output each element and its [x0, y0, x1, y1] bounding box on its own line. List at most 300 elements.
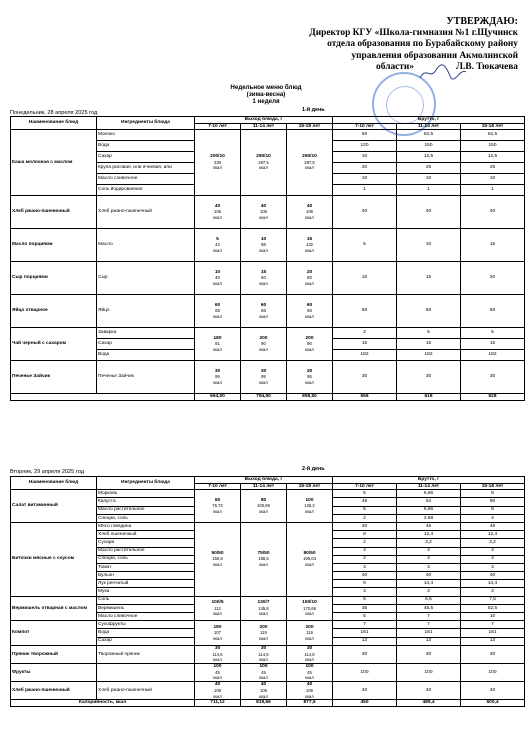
- gross-cell: 7: [397, 613, 461, 621]
- output-cell: [287, 645, 333, 663]
- kcal-value: 44: [215, 242, 220, 248]
- kcal-value: 95: [307, 374, 312, 380]
- gross-cell: 60: [397, 295, 461, 328]
- ingredient-name: Масло растительное: [97, 506, 195, 514]
- output-cell: [195, 621, 241, 646]
- dish-name: Хлеб ржано-пшеничный: [11, 196, 97, 229]
- kcal-value: 112: [214, 605, 221, 611]
- output-value: 250/10: [302, 154, 317, 160]
- approval-line: отдела образования по Бурабайскому району: [327, 39, 518, 50]
- ingredient-name: Хлеб ржано-пшеничный: [97, 682, 195, 700]
- total-cell: 794,50: [241, 394, 287, 401]
- ingredient-name: Сухофрукты: [97, 621, 195, 629]
- total-label: Калорийность, ккал: [11, 700, 195, 707]
- gross-cell: 1: [333, 185, 397, 196]
- kcal-value: 60: [261, 275, 266, 281]
- signer-name: Л.В. Тюкачева: [456, 62, 518, 73]
- ingredient-name: Специи, соль: [97, 514, 195, 522]
- gross-cell: 45: [397, 522, 461, 530]
- output-value: 5: [216, 236, 219, 242]
- gross-cell: 3: [397, 588, 461, 596]
- gross-cell: 15: [333, 339, 397, 350]
- kcal-value: 40: [215, 275, 220, 281]
- output-value: 180: [213, 335, 222, 341]
- age-header: 11-14 лет: [241, 123, 287, 130]
- dish-name: Сыр порциями: [11, 262, 97, 295]
- gross-cell: 100: [333, 663, 397, 681]
- output-cell: [241, 663, 287, 681]
- kcal-unit: ккал: [305, 313, 314, 319]
- gross-cell: 60: [461, 295, 525, 328]
- gross-cell: 20: [333, 163, 397, 174]
- kcal-unit: ккал: [213, 346, 222, 352]
- day2-date: Вторник, 29 апреля 2025 год: [10, 469, 85, 475]
- ingredient-name: Заварка: [97, 328, 195, 339]
- gross-cell: 48: [333, 498, 397, 506]
- kcal-unit: ккал: [259, 693, 268, 699]
- dish-name: Компот: [11, 621, 97, 646]
- gross-cell: 150: [397, 141, 461, 152]
- output-value: 100: [213, 664, 222, 670]
- gross-cell: 12,5: [397, 152, 461, 163]
- day1-label: 1-й день: [302, 107, 325, 113]
- gross-cell: 181: [397, 629, 461, 637]
- total-cell: 664,00: [195, 394, 241, 401]
- output-value: 150/10: [302, 600, 317, 606]
- gross-cell: 5: [333, 596, 397, 604]
- ingredient-name: Хлеб пшеничный: [97, 531, 195, 539]
- kcal-unit: ккал: [259, 280, 268, 286]
- gross-cell: 60: [333, 295, 397, 328]
- kcal-unit: ккал: [305, 508, 314, 514]
- output-value: 100: [259, 664, 268, 670]
- output-value: 40: [260, 682, 267, 688]
- output-value: 60: [260, 302, 267, 308]
- gross-cell: 12,4: [461, 531, 525, 539]
- kcal-unit: ккал: [305, 611, 314, 617]
- ingredients-header: Ингредиенты блюда: [97, 117, 195, 130]
- output-cell: [287, 596, 333, 621]
- output-cell: [195, 663, 241, 681]
- kcal-unit: ккал: [305, 379, 314, 385]
- output-value: 100/5: [211, 600, 224, 606]
- gross-cell: 10: [461, 613, 525, 621]
- output-value: 200: [259, 624, 268, 630]
- kcal-unit: ккал: [259, 657, 268, 663]
- gross-cell: 6,66: [397, 506, 461, 514]
- ingredient-name: Сахар: [97, 339, 195, 350]
- output-cell: [241, 682, 287, 700]
- dish-name: Фрукты: [11, 663, 97, 681]
- total-cell: 450: [333, 700, 397, 707]
- dish-name: Салат витаминный: [11, 490, 97, 523]
- menu-title-line: 1 неделя: [252, 98, 280, 105]
- age-header: 7-10 лет: [333, 483, 397, 490]
- output-value: 200: [305, 624, 314, 630]
- output-value: 40: [306, 682, 313, 688]
- gross-cell: 40: [333, 572, 397, 580]
- gross-cell: 40: [461, 572, 525, 580]
- table-row: [11, 682, 525, 700]
- kcal-unit: ккал: [305, 165, 314, 171]
- approval-title: УТВЕРЖДАЮ:: [446, 16, 518, 27]
- approval-line: Директор КГУ «Школа-гимназия №1 г.Щучинск: [309, 27, 518, 38]
- output-value: 60: [214, 497, 221, 503]
- kcal-unit: ккал: [259, 508, 268, 514]
- output-cell: [195, 295, 241, 328]
- gross-cell: 182: [397, 350, 461, 361]
- kcal-unit: ккал: [259, 562, 268, 568]
- ingredient-name: Морковь: [97, 490, 195, 498]
- output-cell: [287, 361, 333, 394]
- dish-name: Печенье Зайчик: [11, 361, 97, 394]
- kcal-unit: ккал: [213, 635, 222, 641]
- gross-cell: 40: [397, 572, 461, 580]
- gross-cell: 3,2: [397, 539, 461, 547]
- output-cell: [241, 262, 287, 295]
- output-cell: [287, 621, 333, 646]
- output-value: 180: [213, 624, 222, 630]
- kcal-unit: ккал: [305, 657, 314, 663]
- ingredient-name: Специи, соль: [97, 555, 195, 563]
- kcal-value: 114,6: [212, 651, 223, 657]
- gross-cell: 100: [397, 663, 461, 681]
- total-cell: 618: [397, 394, 461, 401]
- total-label: [11, 394, 195, 401]
- kcal-unit: ккал: [259, 313, 268, 319]
- kcal-value: 45: [307, 669, 312, 675]
- ingredient-name: Вода: [97, 629, 195, 637]
- kcal-value: 119: [306, 630, 313, 636]
- table-row: [11, 522, 525, 530]
- gross-cell: 4: [461, 514, 525, 522]
- dish-name: Чай черный с сахаром: [11, 328, 97, 361]
- table-row: [11, 361, 525, 394]
- kcal-value: 188,5: [258, 556, 269, 562]
- gross-cell: 8: [461, 490, 525, 498]
- ingredient-name: Мука: [97, 588, 195, 596]
- output-cell: [287, 229, 333, 262]
- output-cell: [287, 295, 333, 328]
- output-value: 40: [260, 203, 267, 209]
- output-value: 20: [306, 269, 313, 275]
- ingredient-name: [97, 663, 195, 681]
- kcal-unit: ккал: [259, 635, 268, 641]
- gross-cell: 10: [461, 174, 525, 185]
- kcal-value: 68: [261, 308, 266, 314]
- output-cell: [241, 621, 287, 646]
- gross-cell: 12: [333, 637, 397, 645]
- gross-cell: 161: [333, 629, 397, 637]
- ingredient-name: Крупа рисовая, или ячневая, или: [97, 163, 195, 174]
- table-row: [11, 596, 525, 604]
- ingredient-name: Сухари: [97, 539, 195, 547]
- kcal-unit: ккал: [213, 611, 222, 617]
- gross-cell: 3: [333, 563, 397, 571]
- ingredient-name: Сыр: [97, 262, 195, 295]
- output-cell: [287, 196, 333, 229]
- kcal-value: 114,6: [304, 651, 315, 657]
- gross-cell: 30: [461, 645, 525, 663]
- gross-cell: 40: [333, 196, 397, 229]
- gross-cell: 7: [333, 621, 397, 629]
- age-header: 11-14 лет: [397, 483, 461, 490]
- ingredient-name: Капуста: [97, 498, 195, 506]
- kcal-unit: ккал: [213, 214, 222, 220]
- gross-cell: 40: [397, 196, 461, 229]
- gross-cell: 182: [461, 350, 525, 361]
- ingredient-name: Вода: [97, 141, 195, 152]
- output-cell: [241, 196, 287, 229]
- output-cell: [241, 328, 287, 361]
- gross-cell: 6,66: [397, 490, 461, 498]
- output-cell: [195, 682, 241, 700]
- ingredient-name: Масло растительное: [97, 547, 195, 555]
- output-cell: [287, 490, 333, 523]
- gross-cell: 30: [333, 645, 397, 663]
- kcal-value: 287,5: [304, 159, 315, 165]
- output-cell: [287, 130, 333, 196]
- approval-block: [248, 16, 518, 74]
- gross-cell: 62,5: [397, 130, 461, 141]
- output-cell: [195, 596, 241, 621]
- output-value: 15: [306, 236, 313, 242]
- output-value: 30: [306, 645, 313, 651]
- gross-cell: 30: [333, 522, 397, 530]
- day1-table: [10, 116, 525, 401]
- kcal-unit: ккал: [305, 675, 314, 681]
- table-row: [11, 328, 525, 339]
- ingredient-name: Хлеб ржано-пшеничный: [97, 196, 195, 229]
- approval-line: области»: [376, 62, 414, 73]
- output-cell: [287, 328, 333, 361]
- output-cell: [195, 328, 241, 361]
- age-header: 7-10 лет: [333, 123, 397, 130]
- kcal-value: 287,5: [258, 159, 269, 165]
- output-cell: [241, 295, 287, 328]
- kcal-unit: ккал: [305, 562, 314, 568]
- gross-cell: 64: [397, 498, 461, 506]
- output-cell: [241, 645, 287, 663]
- gross-cell: 10: [333, 262, 397, 295]
- kcal-unit: ккал: [213, 165, 222, 171]
- gross-cell: 5: [461, 328, 525, 339]
- menu-title-line: (зима-весна): [246, 91, 286, 98]
- output-value: 100: [305, 497, 314, 503]
- gross-cell: 10: [397, 174, 461, 185]
- menu-title: [0, 84, 532, 105]
- gross-cell: 7: [461, 621, 525, 629]
- kcal-unit: ккал: [259, 247, 268, 253]
- signature-scribble: [418, 64, 468, 82]
- day2-table: [10, 476, 525, 707]
- output-value: 100: [305, 664, 314, 670]
- kcal-value: 68: [215, 308, 220, 314]
- output-value: 130/7: [257, 600, 270, 606]
- gross-cell: 3: [333, 547, 397, 555]
- output-cell: [287, 522, 333, 596]
- output-cell: [195, 229, 241, 262]
- kcal-value: 132: [306, 242, 313, 248]
- total-cell: 819,66: [241, 700, 287, 707]
- gross-cell: 30: [397, 645, 461, 663]
- table-row: [11, 262, 525, 295]
- dish-header: Наименование блюд: [11, 477, 97, 490]
- gross-cell: 30: [461, 361, 525, 394]
- ingredient-name: Лук репчатый: [97, 580, 195, 588]
- gross-cell: 2: [333, 514, 397, 522]
- kcal-unit: ккал: [305, 693, 314, 699]
- ingredient-name: Молоко: [97, 130, 195, 141]
- gross-cell: 14,4: [397, 580, 461, 588]
- gross-cell: 45,5: [397, 604, 461, 612]
- kcal-value: 81: [215, 341, 220, 347]
- ingredient-name: Печенье Зайчик: [97, 361, 195, 394]
- output-cell: [241, 596, 287, 621]
- gross-cell: 15: [397, 262, 461, 295]
- ingredient-name: Яйцо: [97, 295, 195, 328]
- kcal-unit: ккал: [305, 247, 314, 253]
- total-cell: 556: [333, 394, 397, 401]
- total-cell: 500,4: [461, 700, 525, 707]
- output-cell: [241, 130, 287, 196]
- output-value: 40: [214, 203, 221, 209]
- ingredient-name: Томат: [97, 563, 195, 571]
- output-cell: [241, 522, 287, 596]
- ingredient-name: Творожный пряник: [97, 645, 195, 663]
- kcal-value: 106: [214, 209, 221, 215]
- gross-cell: 14,4: [461, 580, 525, 588]
- total-cell: 489,4: [397, 700, 461, 707]
- table-row: [11, 196, 525, 229]
- output-value: 80/50: [303, 550, 316, 556]
- ingredients-header: Ингредиенты блюда: [97, 477, 195, 490]
- output-value: 30: [214, 645, 221, 651]
- total-cell: 628: [461, 394, 525, 401]
- ingredient-name: Бульон: [97, 572, 195, 580]
- kcal-value: 68: [307, 308, 312, 314]
- ingredient-name: Мясо говядина: [97, 522, 195, 530]
- output-value: 10: [214, 269, 221, 275]
- gross-cell: 181: [461, 629, 525, 637]
- total-cell: 858,50: [287, 394, 333, 401]
- gross-cell: 5: [333, 490, 397, 498]
- table-row: [11, 229, 525, 262]
- gross-cell: 20: [461, 262, 525, 295]
- age-header: 7-10 лет: [195, 483, 241, 490]
- signature-line: [248, 62, 518, 74]
- menu-title-line: Недельное меню блюд: [230, 84, 302, 91]
- gross-cell: 40: [397, 682, 461, 700]
- kcal-unit: ккал: [259, 611, 268, 617]
- ingredient-name: Соль йодированная: [97, 185, 195, 196]
- kcal-unit: ккал: [259, 379, 268, 385]
- kcal-value: 106: [306, 209, 313, 215]
- kcal-value: 80: [307, 275, 312, 281]
- output-cell: [195, 130, 241, 196]
- dish-name: Каша молочная с маслом: [11, 130, 97, 196]
- gross-cell: 1: [461, 185, 525, 196]
- kcal-unit: ккал: [305, 280, 314, 286]
- dish-name: Масло порциями: [11, 229, 97, 262]
- gross-cell: 12: [461, 637, 525, 645]
- gross-cell: 8: [333, 531, 397, 539]
- output-cell: [241, 490, 287, 523]
- ingredient-name: Вода: [97, 350, 195, 361]
- table-row: [11, 490, 525, 498]
- gross-cell: 1: [397, 185, 461, 196]
- output-cell: [195, 196, 241, 229]
- gross-cell: 10: [333, 152, 397, 163]
- output-cell: [287, 663, 333, 681]
- gross-cell: 15: [397, 339, 461, 350]
- kcal-unit: ккал: [213, 693, 222, 699]
- gross-cell: 3: [333, 588, 397, 596]
- dish-header: Наименование блюд: [11, 117, 97, 130]
- table-row: [11, 663, 525, 681]
- gross-cell: 8: [461, 506, 525, 514]
- output-cell: [287, 262, 333, 295]
- gross-cell: 25: [397, 163, 461, 174]
- age-header: 15-18 лет: [287, 483, 333, 490]
- kcal-unit: ккал: [259, 165, 268, 171]
- gross-cell: 182: [333, 350, 397, 361]
- kcal-unit: ккал: [213, 247, 222, 253]
- gross-cell: 3: [461, 547, 525, 555]
- output-value: 15: [260, 269, 267, 275]
- kcal-unit: ккал: [213, 280, 222, 286]
- output-cell: [241, 361, 287, 394]
- total-row: [11, 394, 525, 401]
- gross-cell: 5: [397, 328, 461, 339]
- kcal-value: 145,6: [258, 605, 269, 611]
- dish-name: Биточки мясные с соусом: [11, 522, 97, 596]
- output-value: 50/50: [211, 550, 224, 556]
- age-header: 11-14 лет: [241, 483, 287, 490]
- output-cell: [241, 229, 287, 262]
- gross-cell: 35: [333, 604, 397, 612]
- kcal-unit: ккал: [305, 214, 314, 220]
- output-value: 75/50: [257, 550, 270, 556]
- kcal-value: 230: [214, 159, 221, 165]
- output-value: 200/10: [210, 154, 225, 160]
- dish-name: Вермишель отварная с маслом: [11, 596, 97, 621]
- kcal-value: 196,04: [303, 556, 316, 562]
- output-cell: [195, 645, 241, 663]
- output-value: 200: [305, 335, 314, 341]
- output-cell: [195, 490, 241, 523]
- ingredient-name: Масло: [97, 229, 195, 262]
- output-header: Выход блюда, г: [195, 477, 333, 484]
- age-header: 7-10 лет: [195, 123, 241, 130]
- gross-cell: 3: [397, 555, 461, 563]
- gross-header: Брутто, г: [333, 117, 525, 124]
- gross-cell: 12,4: [397, 531, 461, 539]
- total-row: [11, 700, 525, 707]
- output-value: 30: [260, 645, 267, 651]
- gross-cell: 40: [461, 682, 525, 700]
- kcal-value: 90: [261, 341, 266, 347]
- kcal-unit: ккал: [259, 346, 268, 352]
- gross-cell: 3: [461, 588, 525, 596]
- gross-cell: 3: [461, 563, 525, 571]
- output-cell: [287, 682, 333, 700]
- ingredient-name: Соль: [97, 596, 195, 604]
- gross-cell: 10: [333, 174, 397, 185]
- header-row: [11, 117, 525, 124]
- kcal-unit: ккал: [213, 313, 222, 319]
- table-row: [11, 130, 525, 141]
